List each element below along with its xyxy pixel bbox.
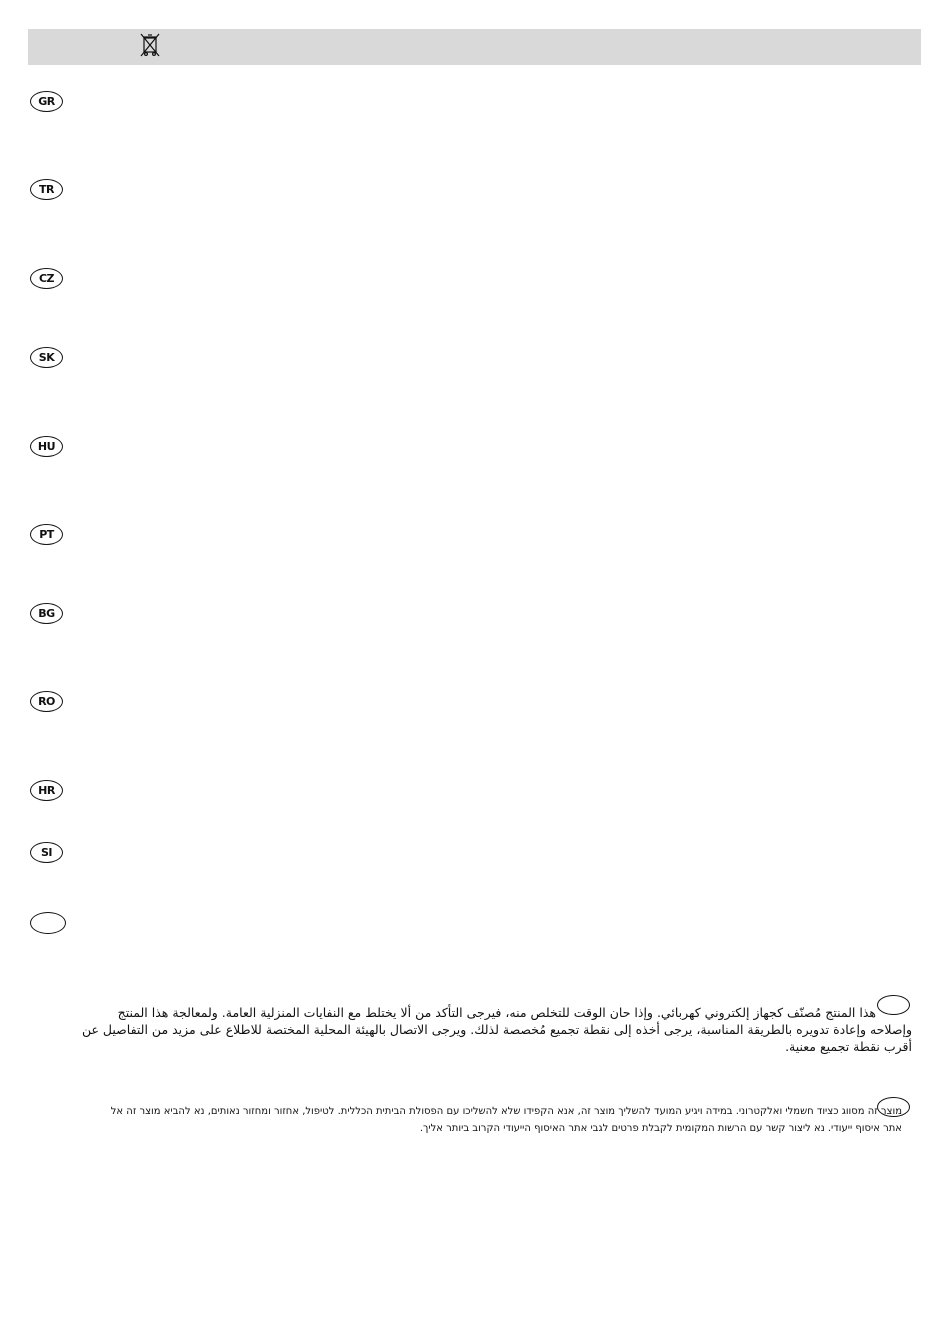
language-badge-ro: RO	[30, 691, 63, 712]
arabic-line-2: وإصلاحه وإعادة تدويره بالطريقة المناسبة، يرجى أخذه إلى نقطة تجميع مُخصصة لذلك. ويرجى الاتصال بالهيئة المحلية المختصة للاطلاع على مزيد من التفاصيل عن	[81, 1022, 912, 1037]
language-badge-tr: TR	[30, 179, 63, 200]
crossed-out-wheelie-bin-icon	[136, 31, 164, 59]
language-badge-hu: HU	[30, 436, 63, 457]
arabic-disposal-notice	[28, 1004, 912, 1055]
arabic-line-3: أقرب نقطة تجميع معنية.	[785, 1039, 912, 1054]
language-badge-hr: HR	[30, 780, 63, 801]
language-badge-bg: BG	[30, 603, 63, 624]
language-badge-si: SI	[30, 842, 63, 863]
language-badge-gr: GR	[30, 91, 63, 112]
language-badge-sk: SK	[30, 347, 63, 368]
language-badge-pt: PT	[30, 524, 63, 545]
hebrew-line-2: אתר איסוף ייעודי. נא ליצור קשר עם הרשות המקומית לקבלת פרטים לגבי אתר האיסוף הייעודי הקרוב ביותר אליך.	[419, 1123, 902, 1134]
hebrew-disposal-notice	[22, 1103, 902, 1137]
language-badge-empty	[30, 912, 66, 934]
hebrew-line-1: מוצר זה מסווג כציוד חשמלי ואלקטרוני. במידה ויגיע המועד להשליך מוצר זה, אנא הקפידו שלא להשליכו עם הפסולת הביתית הכללית. לטיפול, אחזור ומחזור נאותים, נא להביא מוצר זה אל	[110, 1106, 902, 1117]
arabic-line-1: هذا المنتج مُصنّف كجهاز إلكتروني كهربائي. وإذا حان الوقت للتخلص منه، فيرجى التأكد من ألا يختلط مع النفايات المنزلية العامة. ولمعالجة هذا المنتج	[117, 1005, 876, 1020]
language-badge-cz: CZ	[30, 268, 63, 289]
